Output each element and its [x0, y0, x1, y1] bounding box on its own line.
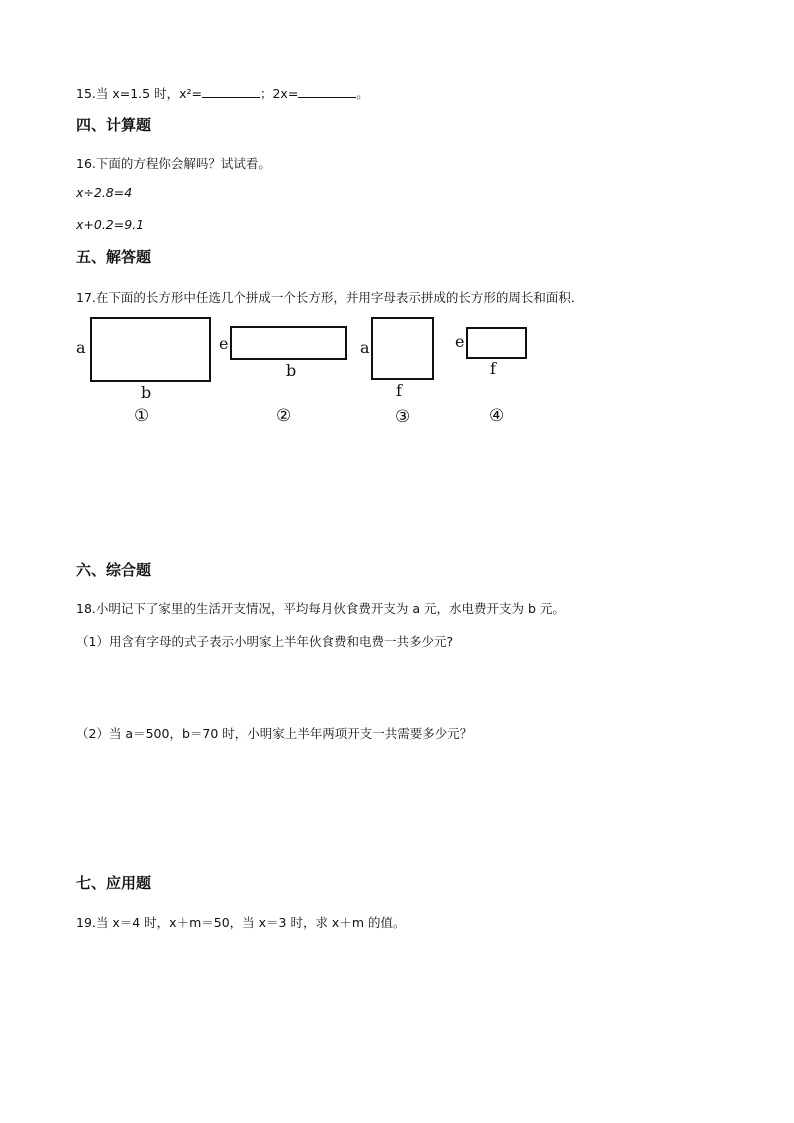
figure-2-bottom-label: b — [286, 361, 297, 380]
section-heading-5: 五、解答题 — [76, 248, 152, 266]
question-15-suffix: 。 — [356, 86, 369, 101]
rectangle-1 — [90, 317, 211, 382]
question-16: 16.下面的方程你会解吗？试试看。 — [76, 156, 271, 171]
question-15 — [76, 84, 369, 102]
figure-4-bottom-label: f — [490, 359, 496, 378]
figure-1-number: ① — [134, 406, 150, 426]
question-15-prefix: 15.当 x=1.5 时，x²= — [76, 86, 202, 101]
question-15-mid: ；2x= — [259, 86, 299, 101]
figure-2-side-label: e — [219, 334, 229, 353]
figure-3-number: ③ — [395, 407, 411, 427]
question-18: 18.小明记下了家里的生活开支情况，平均每月伙食费开支为 a 元，水电费开支为 b 元。 — [76, 601, 565, 616]
equation-2: x+0.2=9.1 — [76, 217, 145, 232]
section-heading-7: 七、应用题 — [76, 874, 152, 892]
question-18-part-1: （1）用含有字母的式子表示小明家上半年伙食费和电费一共多少元? — [76, 634, 454, 649]
figure-4-number: ④ — [489, 406, 505, 426]
answer-blank-2[interactable] — [298, 87, 356, 98]
rectangle-2 — [230, 326, 347, 360]
figure-1-bottom-label: b — [141, 383, 152, 402]
figure-1-side-label: a — [76, 338, 86, 357]
section-heading-4: 四、计算题 — [76, 116, 152, 134]
question-17: 17.在下面的长方形中任选几个拼成一个长方形，并用字母表示拼成的长方形的周长和面积． — [76, 290, 584, 305]
figure-2-number: ② — [276, 406, 292, 426]
figure-3-side-label: a — [360, 338, 370, 357]
section-heading-6: 六、综合题 — [76, 561, 152, 579]
figure-4-side-label: e — [455, 332, 465, 351]
figure-3-bottom-label: f — [396, 381, 402, 400]
question-19: 19.当 x＝4 时，x＋m＝50，当 x＝3 时，求 x＋m 的值。 — [76, 915, 406, 930]
rectangle-3 — [371, 317, 434, 380]
question-18-part-2: （2）当 a＝500，b＝70 时，小明家上半年两项开支一共需要多少元？ — [76, 726, 473, 741]
equation-1: x÷2.8=4 — [76, 185, 133, 200]
rectangle-4 — [466, 327, 527, 359]
answer-blank-1[interactable] — [202, 87, 260, 98]
